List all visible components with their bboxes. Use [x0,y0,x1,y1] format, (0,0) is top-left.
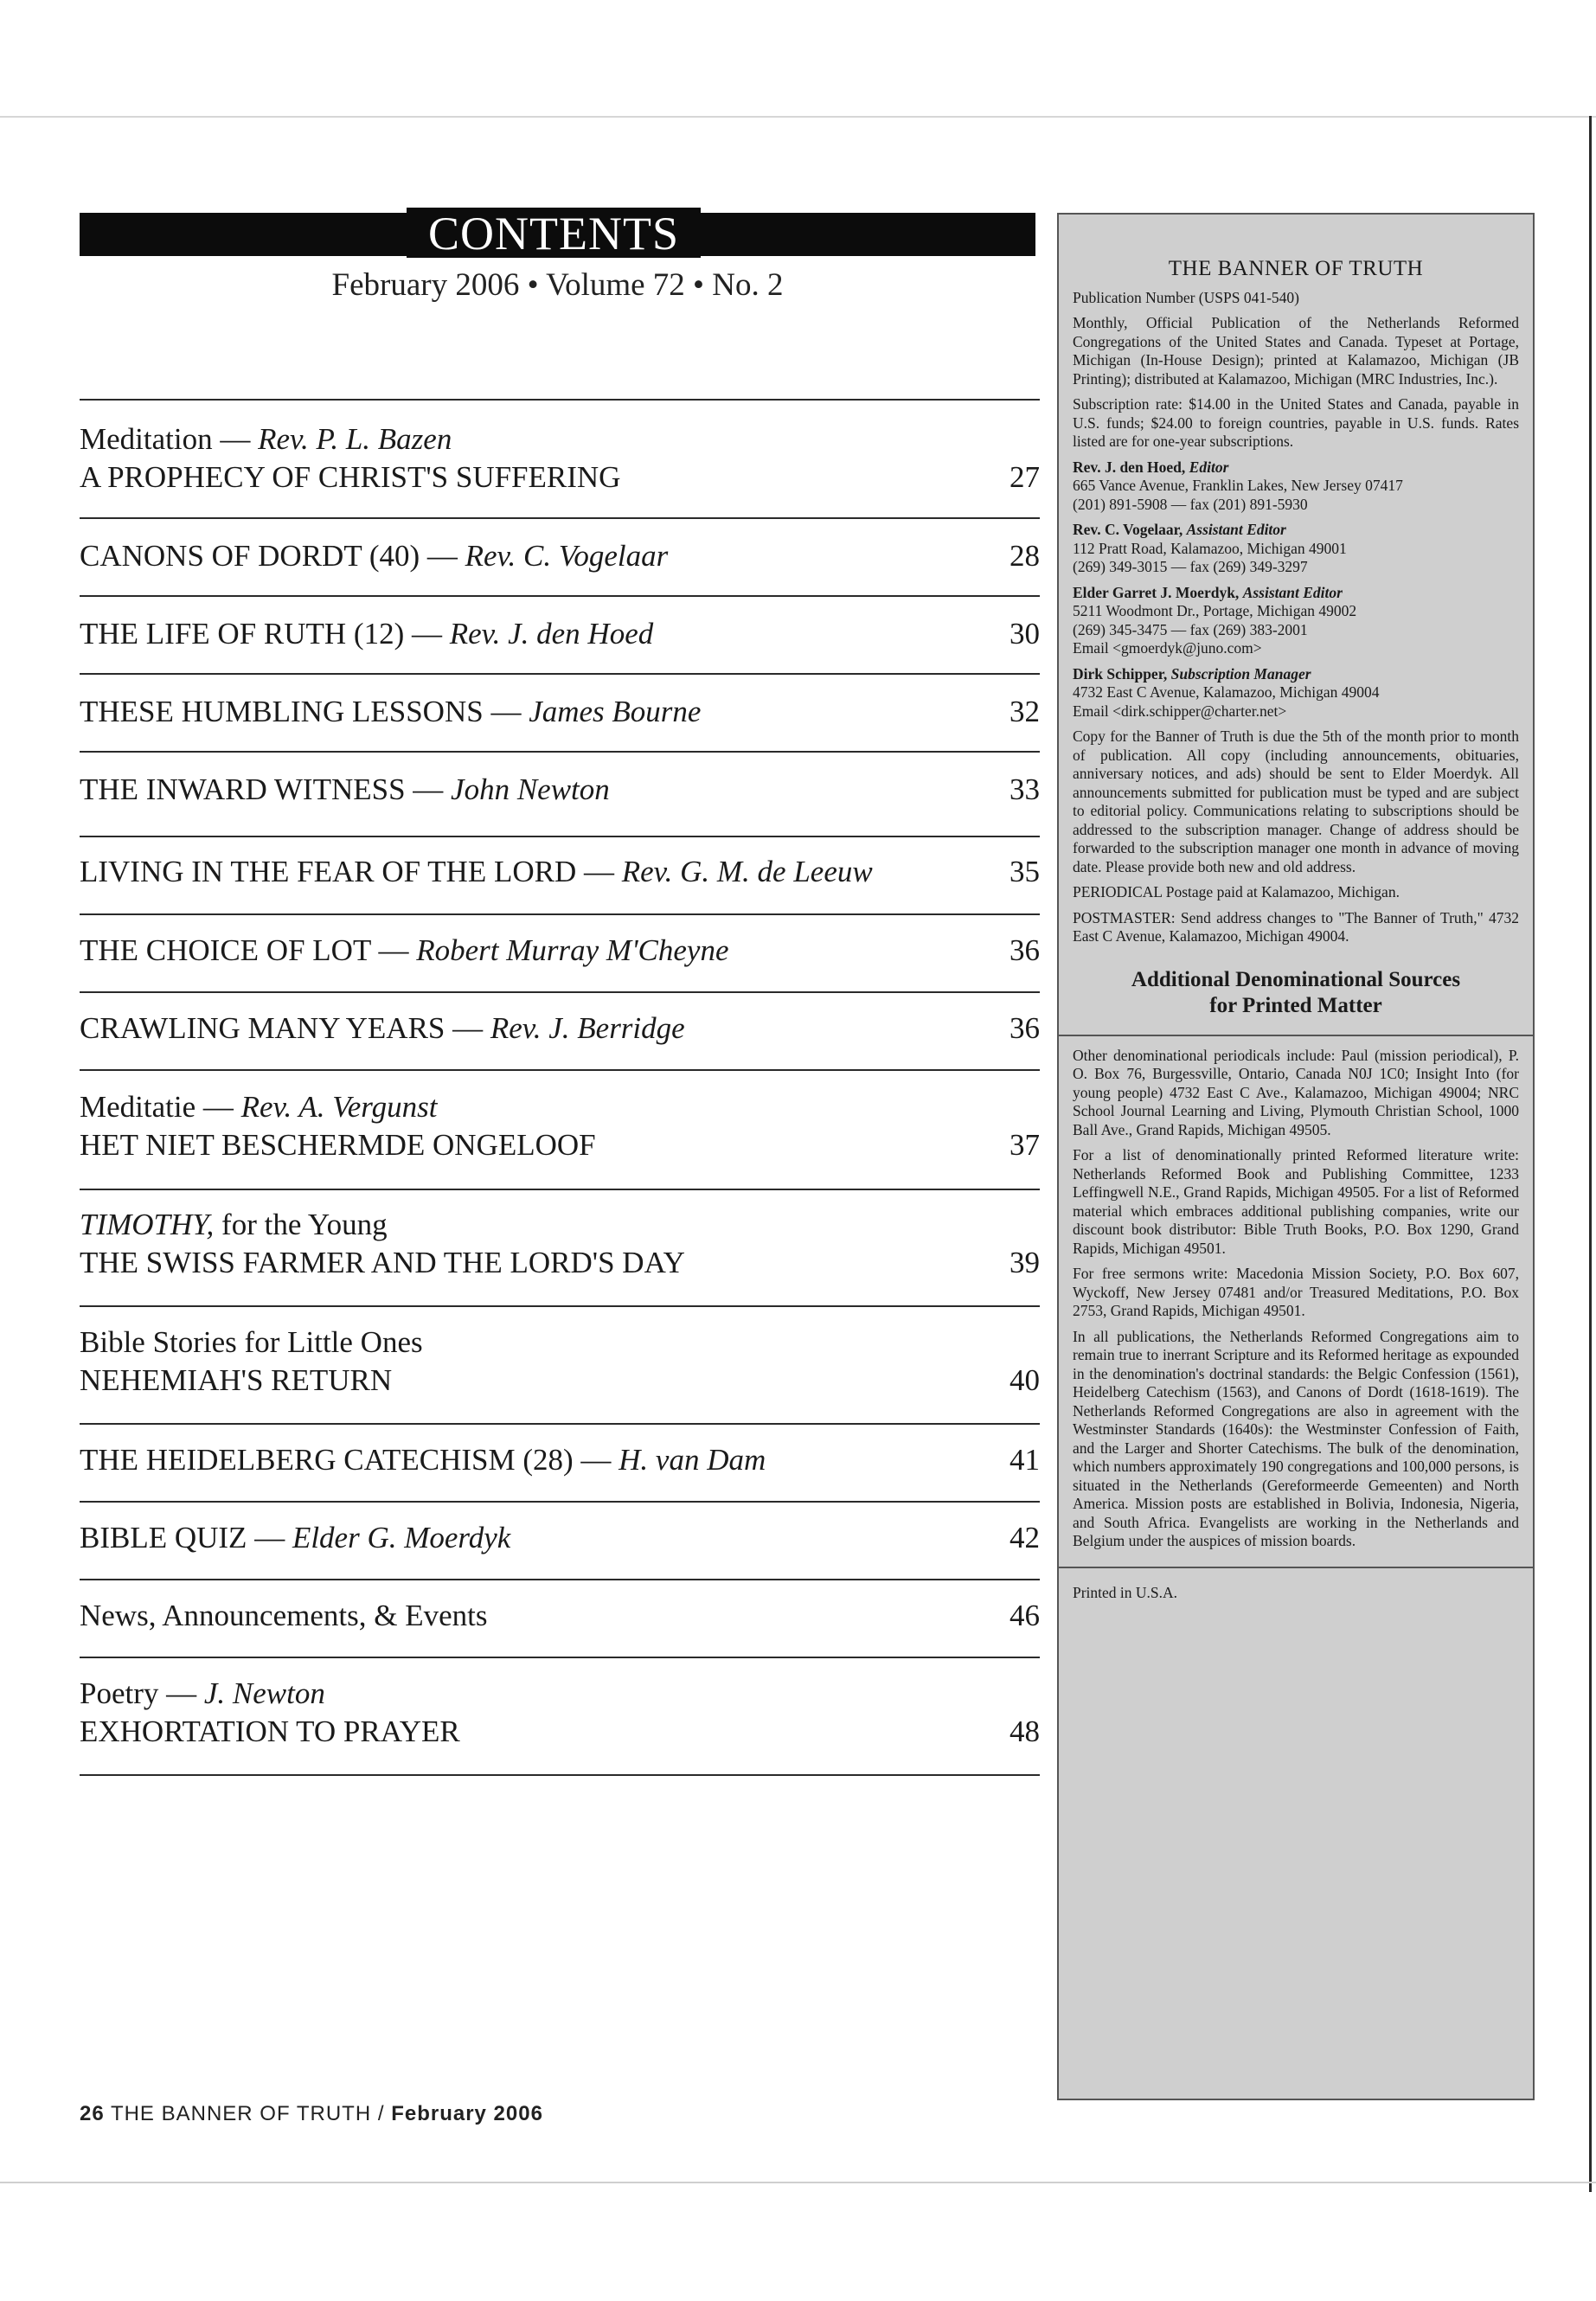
entry-title: LIVING IN THE FEAR OF THE LORD — [80,855,622,888]
entry-title: News, Announcements, & Events [80,1599,488,1632]
entry-title: NEHEMIAH'S RETURN [80,1363,393,1397]
entry-rule [80,1579,1040,1580]
contact-editor: Rev. J. den Hoed, Editor 665 Vance Avenue, Franklin Lakes, New Jersey 07417 (201) 891-5908 — fax (201) 891-5930 [1073,458,1403,513]
copy-deadline-note: Copy for the Banner of Truth is due the 5th of the month prior to month of publication. All copy (including announcements, obituaries, anniversary notices, and ads) should be sent to Elder Moerdyk. All announcements submitted for publication must be typed and are subject to editorial policy. Communications relating to subscriptions should be addressed to the subscription manager. Change of address should be forwarded to the subscription manager one month in advance of moving date. Please provide both new and old address. [1073,727,1519,875]
entry-page: 36 [1010,1011,1040,1045]
entry-rule [80,399,1040,401]
entry-title: THE LIFE OF RUTH (12) — [80,617,450,651]
entry-page: 32 [1010,695,1040,728]
entry-page: 33 [1010,772,1040,806]
entry-page: 39 [1010,1246,1040,1279]
toc-entry-meditatie-vergunst[interactable]: Meditatie — Rev. A. Vergunst HET NIET BESCHERMDE ONGELOOF 37 [80,1088,1040,1164]
entry-author: Rev. J. Berridge [490,1011,685,1045]
email-link[interactable]: Email <dirk.schipper@charter.net> [1073,702,1287,720]
page-footer [80,2102,543,2126]
sources-divider [1059,1035,1533,1036]
publication-description: Monthly, Official Publication of the Netherlands Reformed Congregations of the United States and Canada. Typeset at Portage, Michigan (In-House Design); printed at Kalamazoo, Michigan (JB Printing); distributed at Kalamazoo, Michigan (MRC Industries, Inc.). [1073,314,1519,388]
entry-author: James Bourne [529,695,702,728]
entry-page: 30 [1010,617,1040,651]
printed-divider [1059,1567,1533,1568]
periodical-postage: PERIODICAL Postage paid at Kalamazoo, Michigan. [1073,883,1400,901]
page-right-edge [1589,116,1592,2192]
postmaster-note: POSTMASTER: Send address changes to "The Banner of Truth," 4732 East C Avenue, Kalamazoo, Michigan 49004. [1073,908,1519,945]
entry-author: Robert Murray M'Cheyne [416,933,729,967]
footer-page-number: 26 [80,2102,105,2125]
toc-entry-nehemiahs-return[interactable]: Bible Stories for Little Ones NEHEMIAH'S RETURN 40 [80,1324,1040,1400]
sources-heading: Additional Denominational Sources for Printed Matter [1131,967,1461,1017]
entry-author: Rev. G. M. de Leeuw [621,855,873,888]
toc-entry-news[interactable] [80,1597,1040,1635]
sources-literature: For a list of denominationally printed Reformed literature write: Netherlands Reformed Book and Publishing Committee, 1233 Leffingwell N.E., Grand Rapids, Michigan 49505. For a list of Reformed material which embraces additional publishing companies, write our discount book distributor: Bible Truth Books, P.O. Box 1290, Grand Rapids, Michigan 49501. [1073,1146,1519,1257]
toc-entry-life-of-ruth[interactable] [80,615,1040,653]
entry-title: CRAWLING MANY YEARS — [80,1011,490,1045]
entry-author: H. van Dam [619,1443,766,1477]
entry-title: THE CHOICE OF LOT — [80,933,417,967]
entry-rule [80,913,1040,915]
entry-rule [80,595,1040,597]
toc-entry-canons-of-dordt[interactable] [80,537,1040,575]
entry-rule [80,517,1040,519]
entry-author: J. Newton [203,1676,325,1710]
entry-rule [80,1069,1040,1071]
contact-assistant-editor-moerdyk: Elder Garret J. Moerdyk, Assistant Editor 5211 Woodmont Dr., Portage, Michigan 49002 (269) 345-3475 — fax (269) 383-2001 Email <gmoerdyk@juno.com> [1073,583,1357,657]
footer-issue: February 2006 [391,2102,543,2125]
entry-page: 27 [1010,460,1040,494]
toc-entry-crawling-many-years[interactable] [80,1009,1040,1048]
toc-entry-heidelberg-catechism[interactable] [80,1441,1040,1479]
contact-assistant-editor-vogelaar: Rev. C. Vogelaar, Assistant Editor 112 Pratt Road, Kalamazoo, Michigan 49001 (269) 349-3015 — fax (269) 349-3297 [1073,521,1347,575]
toc-entry-humbling-lessons[interactable] [80,693,1040,731]
footer-magazine: THE BANNER OF TRUTH [110,2102,372,2125]
entry-rule [80,673,1040,675]
toc-entry-fear-of-the-lord[interactable] [80,853,1040,891]
entry-rule [80,836,1040,837]
entry-page: 36 [1010,933,1040,967]
printed-in: Printed in U.S.A. [1073,1583,1178,1601]
entry-page: 41 [1010,1443,1040,1477]
entry-title: THE INWARD WITNESS — [80,772,452,806]
subscription-rates: Subscription rate: $14.00 in the United States and Canada, payable in U.S. funds; $24.00 to foreign countries, payable in U.S. funds. Rates listed are for one-year subscriptions. [1073,395,1519,450]
contact-subscription-manager: Dirk Schipper, Subscription Manager 4732 East C Avenue, Kalamazoo, Michigan 49004 Email <dirk.schipper@charter.net> [1073,664,1380,720]
entry-author: Rev. C. Vogelaar [465,539,669,573]
entry-author: John Newton [451,772,610,806]
entry-rule [80,1423,1040,1425]
footer-separator: / [377,2102,385,2125]
entry-title: THE SWISS FARMER AND THE LORD'S DAY [80,1246,685,1279]
entry-page: 42 [1010,1521,1040,1554]
entry-rule [80,1305,1040,1307]
entry-rule [80,751,1040,753]
entry-page: 35 [1010,855,1040,888]
entry-rule [80,1774,1040,1776]
entry-page: 37 [1010,1128,1040,1162]
sources-sermons: For free sermons write: Macedonia Mission Society, P.O. Box 607, Wyckoff, New Jersey 07481 and/or Treasured Meditations, P.O. Box 2753, Grand Rapids, Michigan 49501. [1073,1265,1519,1319]
entry-author: Elder G. Moerdyk [292,1521,511,1554]
entry-page: 40 [1010,1363,1040,1397]
entry-rule [80,991,1040,993]
entry-author: Rev. A. Vergunst [240,1090,438,1124]
entry-title: BIBLE QUIZ — [80,1521,292,1554]
entry-page: 46 [1010,1599,1040,1632]
entry-title: CANONS OF DORDT (40) — [80,539,465,573]
entry-title: A PROPHECY OF CHRIST'S SUFFERING [80,460,621,494]
sources-periodicals: Other denominational periodicals include: Paul (mission periodical), P. O. Box 76, Burgessville, Ontario, Canada N0J 1C0; Insight Into (for young people) 4732 East C Ave., Kalamazoo, Michigan 49004; NRC School Journal Learning and Living, Plymouth Christian School, 1000 Ball Ave., Grand Rapids, Michigan 49505. [1073,1046,1519,1138]
entry-page: 48 [1010,1715,1040,1748]
toc-entry-meditation-bazen[interactable]: Meditation — Rev. P. L. Bazen A PROPHECY OF CHRIST'S SUFFERING 27 [80,420,1040,497]
entry-author: Rev. J. den Hoed [449,617,654,651]
entry-title: HET NIET BESCHERMDE ONGELOOF [80,1128,596,1162]
toc-entry-swiss-farmer[interactable]: TIMOTHY, for the Young THE SWISS FARMER AND THE LORD'S DAY 39 [80,1206,1040,1282]
entry-author: Rev. P. L. Bazen [258,422,452,456]
toc-entry-poetry-newton[interactable]: Poetry — J. Newton EXHORTATION TO PRAYER 48 [80,1675,1040,1751]
masthead-sidebar [1057,213,1535,2100]
entry-title: EXHORTATION TO PRAYER [80,1715,460,1748]
entry-page: 28 [1010,539,1040,573]
entry-rule [80,1657,1040,1658]
publication-number: Publication Number (USPS 041-540) [1073,288,1300,306]
issue-line: February 2006 • Volume 72 • No. 2 [331,267,784,303]
contents-title: CONTENTS [407,208,701,258]
toc-entry-inward-witness[interactable] [80,771,1040,809]
email-link[interactable]: Email <gmoerdyk@juno.com> [1073,639,1262,657]
entry-rule [80,1189,1040,1190]
entry-rule [80,1501,1040,1503]
page-top-rule [0,116,1596,118]
entry-title: THE HEIDELBERG CATECHISM (28) — [80,1443,619,1477]
toc-entry-bible-quiz[interactable] [80,1519,1040,1557]
page-bottom-rule [0,2182,1596,2183]
denomination-statement: In all publications, the Netherlands Reformed Congregations aim to remain true to inerrant Scripture and its Reformed heritage as expounded in the denomination's doctrinal standards: the Belgic Confession (1561), Heidelberg Catechism (1563), and Canons of Dordt (1618-1619). The Netherlands Reformed Congregations are also in agreement with the Westminster Standards (1640s): the Westminster Confession of Faith, and the Larger and Shorter Catechisms. The bulk of the denomination, which numbers approximately 190 congregations and 100,000 persons, is situated in the Netherlands (Gereformeerde Gemeenten) and North America. Mission posts are established in Bolivia, Indonesia, Nigeria, and South Africa. Evangelists are working in the Netherlands and Belgium under the auspices of mission boards. [1073,1327,1519,1549]
entry-title: THESE HUMBLING LESSONS — [80,695,529,728]
toc-entry-choice-of-lot[interactable] [80,932,1040,970]
masthead-title: THE BANNER OF TRUTH [1168,257,1424,280]
